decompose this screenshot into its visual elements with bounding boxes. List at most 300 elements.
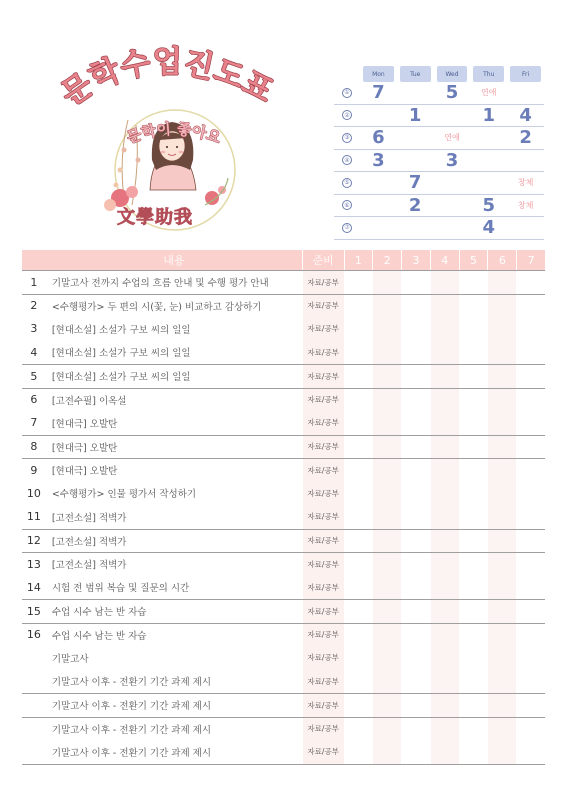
checkbox-cell[interactable] [373, 411, 401, 435]
timetable-cell [434, 105, 471, 127]
day-label: Mon [363, 66, 394, 82]
lesson-content: 기말고사 이후 - 전환기 기간 과제 제시 [51, 677, 212, 689]
page-title: 문학수업진도표 [54, 43, 280, 114]
timetable-row [334, 127, 544, 150]
checkbox-cell[interactable] [345, 740, 373, 764]
checkbox-cell[interactable] [431, 740, 459, 764]
checkbox-cell[interactable] [345, 317, 373, 341]
timetable-cell: 창체 [517, 200, 534, 210]
table-row [22, 435, 545, 459]
checkbox-cell[interactable] [345, 694, 373, 717]
table-row [22, 294, 545, 318]
checkbox-cell[interactable] [488, 365, 516, 388]
lesson-content: 수업 시수 남는 반 자습 [51, 630, 147, 642]
checkbox-cell[interactable] [373, 718, 401, 741]
day-label: Wed [437, 66, 468, 82]
lesson-number [22, 740, 46, 764]
timetable-row [334, 217, 544, 240]
lesson-number: 3 [30, 322, 38, 336]
checkbox-cell[interactable] [488, 553, 516, 576]
checkbox-cell[interactable] [402, 624, 430, 647]
timetable-cell [397, 82, 434, 104]
checkbox-cell[interactable] [373, 365, 401, 388]
timetable-cell: 7 [372, 82, 385, 104]
table-row [22, 364, 545, 388]
timetable-cell [470, 150, 507, 172]
checkbox-cell[interactable] [373, 670, 401, 694]
checkbox-cell[interactable] [345, 365, 373, 388]
table-row [22, 670, 545, 694]
timetable-cell: 2 [408, 194, 422, 216]
lesson-number: 12 [26, 534, 41, 548]
lesson-number: 5 [30, 369, 38, 383]
checkbox-cell[interactable] [373, 482, 401, 506]
checkbox-cell[interactable] [488, 459, 516, 482]
lesson-content: 기말고사 [51, 653, 89, 665]
checkbox-cell[interactable] [460, 740, 488, 764]
table-row [22, 482, 545, 506]
checkbox-cell[interactable] [488, 740, 516, 764]
checkbox-cell[interactable] [345, 436, 373, 459]
checkbox-cell[interactable] [517, 646, 545, 670]
checkbox-cell[interactable] [488, 646, 516, 670]
checkbox-cell[interactable] [460, 624, 488, 647]
prep-cell: 자료/공부 [303, 389, 344, 412]
checkbox-cell[interactable] [488, 271, 516, 294]
checkbox-cell[interactable] [402, 459, 430, 482]
checkbox-cell[interactable] [517, 576, 545, 600]
hanja-motto: 文學助我 [117, 207, 193, 228]
checkbox-cell[interactable] [488, 436, 516, 459]
checkbox-cell[interactable] [373, 389, 401, 412]
prep-cell: 자료/공부 [303, 411, 344, 435]
lesson-content: [고전소설] 적벽가 [51, 560, 127, 572]
period-number: ⑥ [342, 200, 352, 210]
checkbox-cell[interactable] [431, 718, 459, 741]
checkbox-cell[interactable] [488, 600, 516, 623]
table-row [22, 388, 545, 412]
timetable-cell: 1 [408, 104, 422, 126]
checkbox-cell[interactable] [373, 317, 401, 341]
checkbox-cell[interactable] [460, 530, 488, 553]
prep-cell: 자료/공부 [303, 317, 344, 341]
lesson-content: [현대극] 오발탄 [51, 442, 118, 454]
checkbox-cell[interactable] [402, 341, 430, 365]
checkbox-cell[interactable] [460, 694, 488, 717]
period-number: ④ [342, 155, 352, 165]
checkbox-cell[interactable] [460, 576, 488, 600]
table-row [22, 505, 545, 529]
lesson-number: 9 [30, 463, 38, 477]
checkbox-cell[interactable] [517, 505, 545, 529]
lesson-content: [현대극] 오발탄 [51, 466, 118, 478]
checkbox-cell[interactable] [431, 624, 459, 647]
timetable-row [334, 82, 544, 105]
header-content: 내용 [46, 250, 302, 270]
table-row [22, 552, 545, 576]
checkbox-cell[interactable] [345, 389, 373, 412]
checkbox-cell[interactable] [431, 646, 459, 670]
checkbox-cell[interactable] [373, 295, 401, 318]
timetable-cell [470, 172, 507, 194]
timetable-cell [507, 82, 544, 104]
lesson-content: [고전소설] 적벽가 [51, 512, 127, 524]
checkbox-cell[interactable] [345, 482, 373, 506]
table-body [22, 270, 545, 765]
timetable-cell [397, 217, 434, 239]
header-day: 3 [402, 250, 430, 270]
checkbox-cell[interactable] [517, 670, 545, 694]
checkbox-cell[interactable] [460, 389, 488, 412]
lesson-content: 기말고사 전까지 수업의 흐름 안내 및 수행 평가 안내 [51, 278, 269, 290]
checkbox-cell[interactable] [517, 530, 545, 553]
timetable-cell: 7 [408, 172, 422, 194]
timetable-cell [360, 195, 397, 217]
timetable-cell [507, 150, 544, 172]
checkbox-cell[interactable] [517, 317, 545, 341]
checkbox-cell[interactable] [431, 482, 459, 506]
timetable-cell: 1 [482, 104, 496, 126]
timetable-cell [360, 105, 397, 127]
day-label: Tue [400, 66, 431, 82]
lesson-number: 15 [26, 604, 41, 618]
checkbox-cell[interactable] [431, 530, 459, 553]
checkbox-cell[interactable] [402, 718, 430, 741]
checkbox-cell[interactable] [517, 341, 545, 365]
prep-cell: 자료/공부 [303, 600, 344, 623]
checkbox-cell[interactable] [431, 694, 459, 717]
checkbox-cell[interactable] [488, 411, 516, 435]
lesson-content: [현대극] 오발탄 [51, 418, 118, 430]
checkbox-cell[interactable] [373, 341, 401, 365]
timetable-cell [397, 150, 434, 172]
checkbox-cell[interactable] [431, 295, 459, 318]
checkbox-cell[interactable] [345, 505, 373, 529]
checkbox-cell[interactable] [431, 670, 459, 694]
checkbox-cell[interactable] [402, 295, 430, 318]
checkbox-cell[interactable] [460, 718, 488, 741]
lesson-number: 1 [30, 275, 38, 289]
checkbox-cell[interactable] [373, 436, 401, 459]
table-row [22, 341, 545, 365]
checkbox-cell[interactable] [517, 459, 545, 482]
lesson-content: [고전수필] 이옥설 [51, 395, 127, 407]
prep-cell: 자료/공부 [303, 670, 344, 694]
checkbox-cell[interactable] [488, 530, 516, 553]
table-row [22, 623, 545, 647]
checkbox-cell[interactable] [431, 436, 459, 459]
checkbox-cell[interactable] [488, 295, 516, 318]
checkbox-cell[interactable] [460, 553, 488, 576]
lesson-content: 기말고사 이후 - 전환기 기간 과제 제시 [51, 747, 212, 759]
prep-cell: 자료/공부 [303, 718, 344, 741]
lesson-content: 기말고사 이후 - 전환기 기간 과제 제시 [51, 701, 212, 713]
checkbox-cell[interactable] [402, 694, 430, 717]
header-day: 7 [517, 250, 545, 270]
checkbox-cell[interactable] [517, 482, 545, 506]
header-day: 4 [431, 250, 459, 270]
checkbox-cell[interactable] [402, 670, 430, 694]
checkbox-cell[interactable] [373, 576, 401, 600]
page-subtitle: 문학이 좋아요 [124, 119, 224, 148]
lesson-number: 16 [26, 628, 41, 642]
prep-cell: 자료/공부 [303, 694, 344, 717]
lesson-number: 6 [30, 393, 38, 407]
checkbox-cell[interactable] [345, 670, 373, 694]
checkbox-cell[interactable] [402, 389, 430, 412]
timetable-cell: 6 [372, 127, 385, 149]
prep-cell: 자료/공부 [303, 459, 344, 482]
timetable-cell: 5 [445, 82, 459, 104]
header-day: 5 [460, 250, 488, 270]
timetable-cell [434, 172, 471, 194]
checkbox-cell[interactable] [373, 553, 401, 576]
checkbox-cell[interactable] [460, 459, 488, 482]
prep-cell: 자료/공부 [303, 553, 344, 576]
checkbox-cell[interactable] [345, 646, 373, 670]
checkbox-cell[interactable] [460, 505, 488, 529]
checkbox-cell[interactable] [373, 740, 401, 764]
table-row [22, 646, 545, 670]
period-number: ⑤ [342, 178, 352, 188]
checkbox-cell[interactable] [517, 600, 545, 623]
table-row [22, 693, 545, 717]
timetable-cell: 연애 [444, 133, 460, 143]
checkbox-cell[interactable] [460, 482, 488, 506]
prep-cell: 자료/공부 [303, 271, 344, 294]
progress-table [22, 250, 545, 765]
prep-cell: 자료/공부 [303, 740, 344, 764]
checkbox-cell[interactable] [402, 482, 430, 506]
prep-cell: 자료/공부 [303, 482, 344, 506]
lesson-number: 2 [30, 299, 38, 313]
prep-cell: 자료/공부 [303, 646, 344, 670]
checkbox-cell[interactable] [431, 553, 459, 576]
checkbox-cell[interactable] [402, 576, 430, 600]
checkbox-cell[interactable] [373, 505, 401, 529]
table-row [22, 270, 545, 294]
checkbox-cell[interactable] [488, 670, 516, 694]
prep-cell: 자료/공부 [303, 341, 344, 365]
checkbox-cell[interactable] [488, 718, 516, 741]
checkbox-cell[interactable] [460, 600, 488, 623]
checkbox-cell[interactable] [517, 624, 545, 647]
checkbox-cell[interactable] [402, 365, 430, 388]
checkbox-cell[interactable] [431, 341, 459, 365]
prep-cell: 자료/공부 [303, 576, 344, 600]
timetable-cell [397, 127, 434, 149]
timetable-cell [434, 195, 471, 217]
checkbox-cell[interactable] [460, 436, 488, 459]
checkbox-cell[interactable] [373, 646, 401, 670]
checkbox-cell[interactable] [431, 459, 459, 482]
lesson-number: 7 [30, 416, 38, 430]
checkbox-cell[interactable] [373, 459, 401, 482]
table-row [22, 576, 545, 600]
day-label: Thu [473, 66, 504, 82]
checkbox-cell[interactable] [402, 646, 430, 670]
header-day: 1 [345, 250, 373, 270]
checkbox-cell[interactable] [431, 600, 459, 623]
day-label: Fri [510, 66, 541, 82]
header-prep: 준비 [303, 250, 344, 270]
timetable-cell: 2 [519, 127, 532, 149]
checkbox-cell[interactable] [488, 389, 516, 412]
timetable-header [334, 66, 544, 82]
checkbox-cell[interactable] [345, 553, 373, 576]
lesson-number: 11 [26, 510, 41, 524]
checkbox-cell[interactable] [402, 317, 430, 341]
checkbox-cell[interactable] [345, 600, 373, 623]
checkbox-cell[interactable] [488, 576, 516, 600]
checkbox-cell[interactable] [373, 530, 401, 553]
lesson-content: <수행평가> 인물 평가서 작성하기 [51, 489, 197, 501]
checkbox-cell[interactable] [460, 317, 488, 341]
timetable-row [334, 172, 544, 195]
checkbox-cell[interactable] [402, 600, 430, 623]
checkbox-cell[interactable] [402, 411, 430, 435]
checkbox-cell[interactable] [460, 295, 488, 318]
checkbox-cell[interactable] [488, 624, 516, 647]
period-number: ② [342, 110, 352, 120]
checkbox-cell[interactable] [402, 740, 430, 764]
table-row [22, 458, 545, 482]
timetable-cell [360, 172, 397, 194]
period-number: ① [342, 88, 352, 98]
table-row [22, 599, 545, 623]
timetable-cell: 4 [482, 217, 496, 239]
checkbox-cell[interactable] [517, 295, 545, 318]
lesson-number [22, 718, 46, 741]
checkbox-cell[interactable] [345, 295, 373, 318]
checkbox-cell[interactable] [431, 317, 459, 341]
checkbox-cell[interactable] [460, 271, 488, 294]
checkbox-cell[interactable] [517, 718, 545, 741]
checkbox-cell[interactable] [517, 436, 545, 459]
checkbox-cell[interactable] [488, 694, 516, 717]
checkbox-cell[interactable] [488, 317, 516, 341]
checkbox-cell[interactable] [373, 694, 401, 717]
table-row [22, 411, 545, 435]
checkbox-cell[interactable] [402, 530, 430, 553]
checkbox-cell[interactable] [460, 365, 488, 388]
checkbox-cell[interactable] [431, 576, 459, 600]
lesson-number: 4 [30, 345, 38, 359]
lesson-content: 기말고사 이후 - 전환기 기간 과제 제시 [51, 724, 212, 736]
checkbox-cell[interactable] [431, 411, 459, 435]
checkbox-cell[interactable] [517, 740, 545, 764]
timetable-cell: 3 [372, 149, 385, 171]
checkbox-cell[interactable] [488, 341, 516, 365]
checkbox-cell[interactable] [345, 576, 373, 600]
checkbox-cell[interactable] [345, 530, 373, 553]
checkbox-cell[interactable] [373, 600, 401, 623]
lesson-content: 시험 전 범위 복습 및 질문의 시간 [51, 583, 190, 595]
lesson-number: 14 [26, 580, 41, 594]
table-row [22, 317, 545, 341]
table-row [22, 740, 545, 764]
checkbox-cell[interactable] [373, 624, 401, 647]
table-bottom-rule [22, 764, 545, 765]
lesson-content: [고전소설] 적벽가 [51, 536, 127, 548]
checkbox-cell[interactable] [431, 271, 459, 294]
table-header [22, 250, 545, 270]
checkbox-cell[interactable] [460, 670, 488, 694]
lesson-number [22, 670, 46, 694]
checkbox-cell[interactable] [517, 411, 545, 435]
checkbox-cell[interactable] [345, 411, 373, 435]
table-row [22, 717, 545, 741]
checkbox-cell[interactable] [517, 389, 545, 412]
lesson-content: [현대소설] 소설가 구보 씨의 일일 [51, 324, 191, 336]
timetable-row [334, 105, 544, 128]
checkbox-cell[interactable] [460, 646, 488, 670]
checkbox-cell[interactable] [402, 271, 430, 294]
timetable-cell: 연애 [481, 88, 497, 98]
timetable-cell: 3 [445, 149, 459, 171]
lesson-content: <수행평가> 두 편의 시(꽃, 눈) 비교하고 감상하기 [51, 301, 262, 313]
checkbox-cell[interactable] [517, 271, 545, 294]
lesson-number: 8 [30, 440, 38, 454]
checkbox-cell[interactable] [460, 341, 488, 365]
prep-cell: 자료/공부 [303, 530, 344, 553]
lesson-number: 10 [26, 486, 41, 500]
timetable-cell [360, 217, 397, 239]
checkbox-cell[interactable] [345, 718, 373, 741]
checkbox-cell[interactable] [402, 436, 430, 459]
period-number: ③ [342, 133, 352, 143]
lesson-number [22, 646, 46, 670]
lesson-number [22, 694, 46, 717]
lesson-content: [현대소설] 소설가 구보 씨의 일일 [51, 372, 191, 384]
lesson-content: 수업 시수 남는 반 자습 [51, 607, 147, 619]
timetable-cell: 창체 [517, 178, 534, 188]
checkbox-cell[interactable] [345, 459, 373, 482]
checkbox-cell[interactable] [517, 365, 545, 388]
checkbox-cell[interactable] [431, 389, 459, 412]
checkbox-cell[interactable] [345, 341, 373, 365]
prep-cell: 자료/공부 [303, 436, 344, 459]
table-row [22, 529, 545, 553]
header-day: 6 [488, 250, 516, 270]
checkbox-cell[interactable] [517, 694, 545, 717]
header-day: 2 [373, 250, 401, 270]
checkbox-cell[interactable] [460, 411, 488, 435]
weekly-timetable [334, 66, 544, 240]
checkbox-cell[interactable] [373, 271, 401, 294]
checkbox-cell[interactable] [345, 271, 373, 294]
prep-cell: 자료/공부 [303, 624, 344, 647]
checkbox-cell[interactable] [488, 505, 516, 529]
checkbox-cell[interactable] [402, 505, 430, 529]
checkbox-cell[interactable] [431, 505, 459, 529]
timetable-cell: 4 [519, 104, 532, 126]
checkbox-cell[interactable] [488, 482, 516, 506]
period-number: ⑦ [342, 223, 352, 233]
timetable-cell [507, 217, 544, 239]
checkbox-cell[interactable] [517, 553, 545, 576]
timetable-row [334, 150, 544, 173]
timetable-body [334, 82, 544, 240]
checkbox-cell[interactable] [431, 365, 459, 388]
timetable-row [334, 195, 544, 218]
lesson-number: 13 [26, 557, 41, 571]
checkbox-cell[interactable] [345, 624, 373, 647]
prep-cell: 자료/공부 [303, 295, 344, 318]
timetable-cell [470, 127, 507, 149]
lesson-content: [현대소설] 소설가 구보 씨의 일일 [51, 348, 191, 360]
checkbox-cell[interactable] [402, 553, 430, 576]
